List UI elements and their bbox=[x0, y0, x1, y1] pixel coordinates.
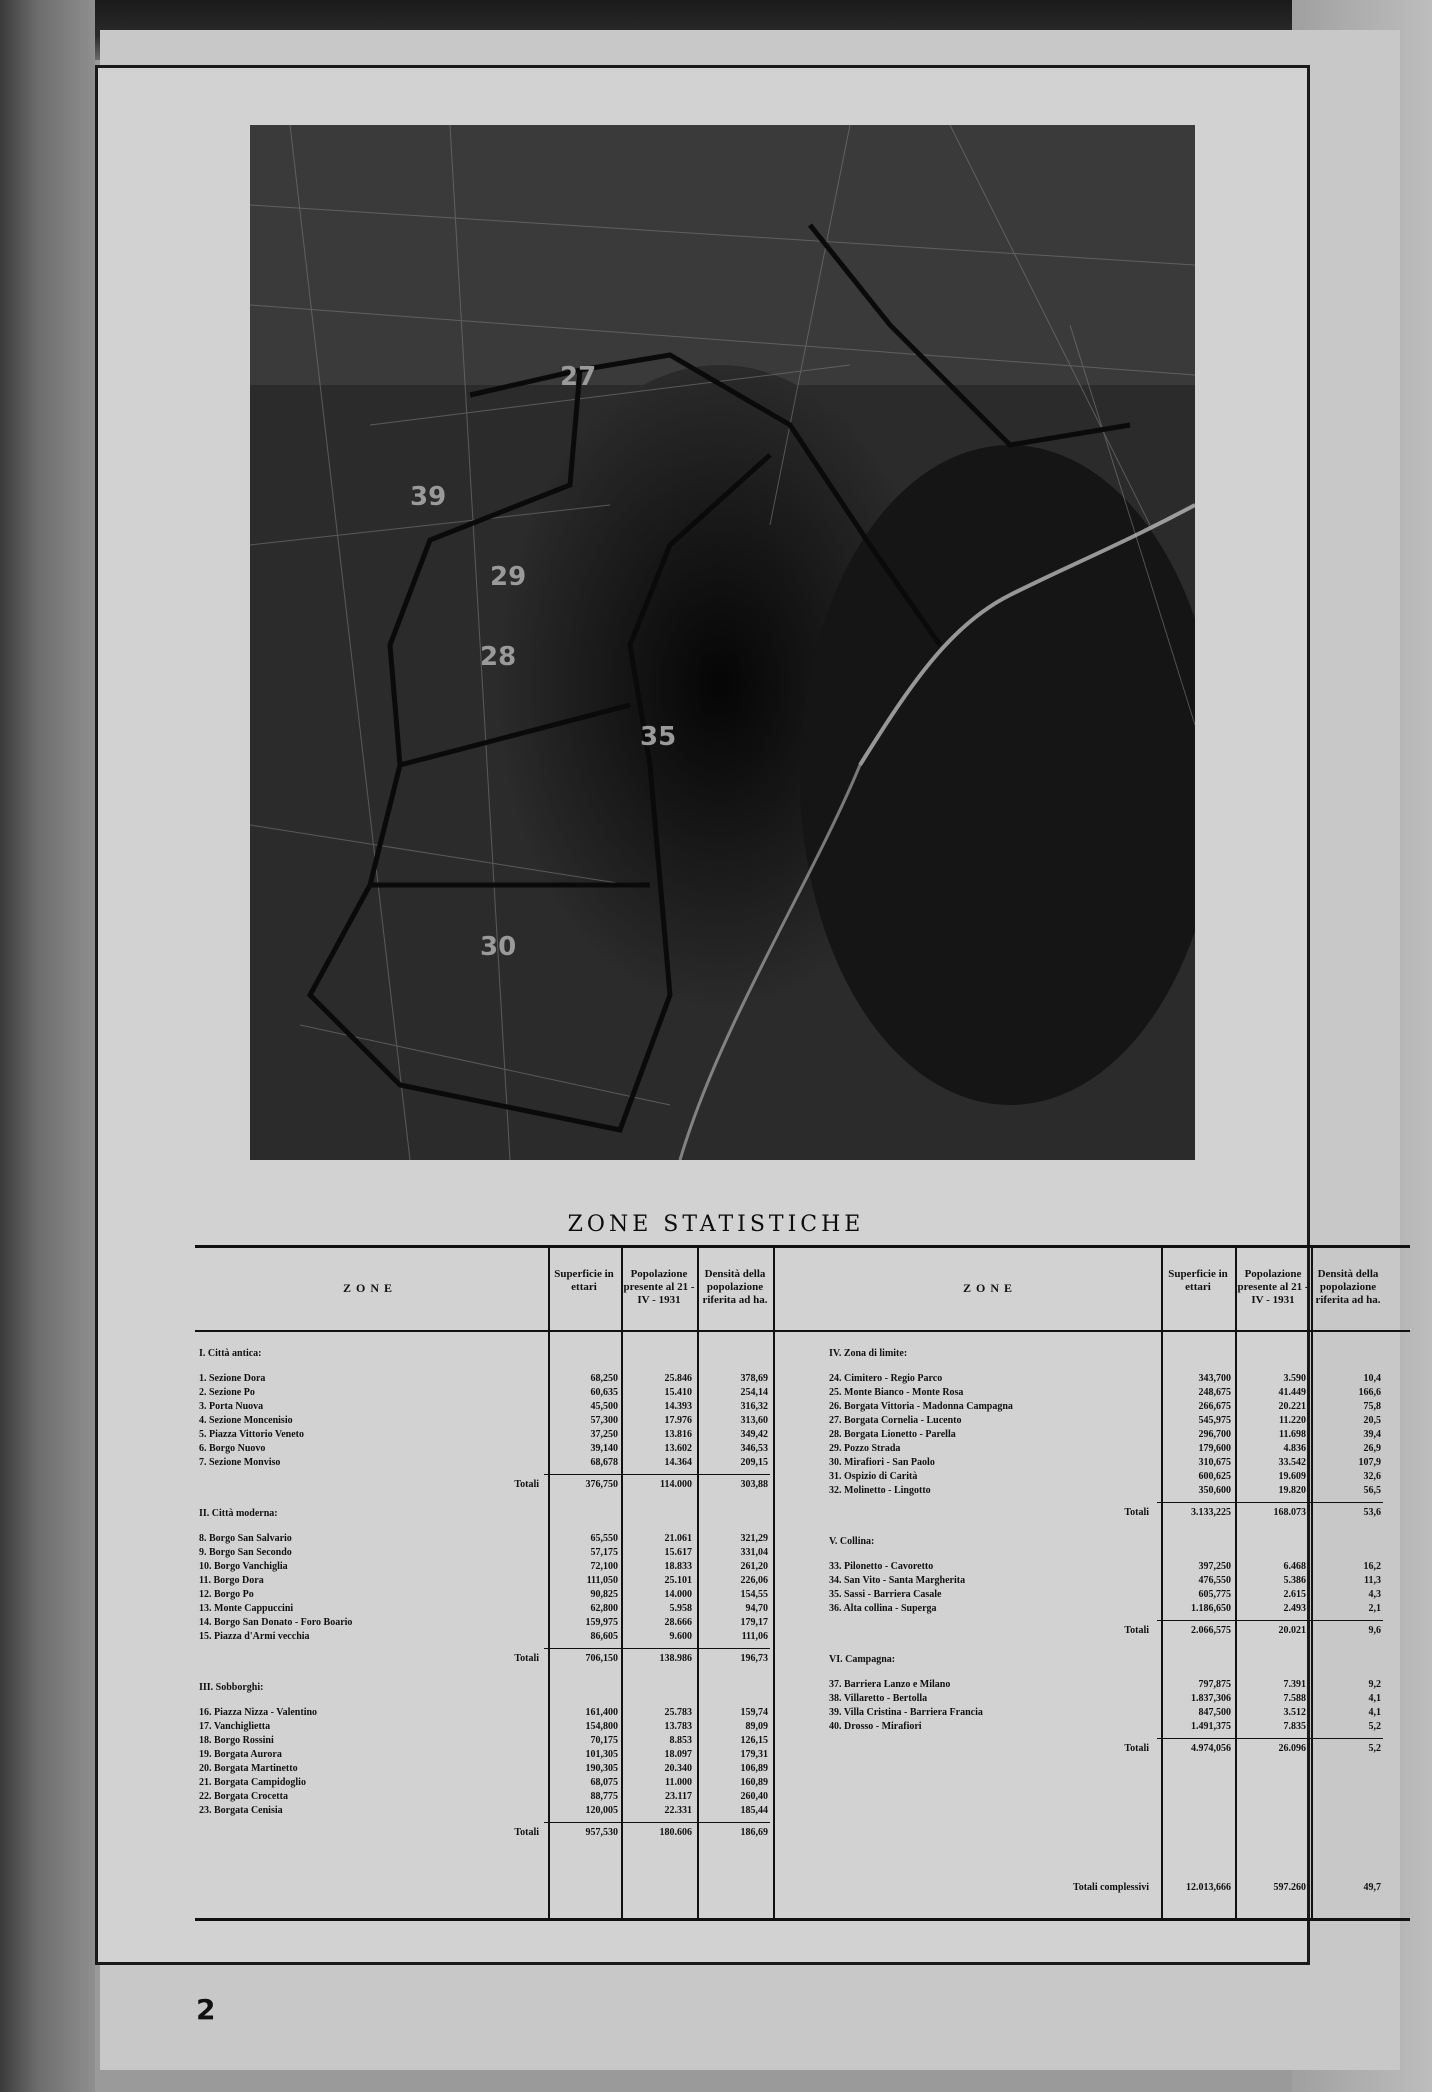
cell-pop: 13.816 bbox=[664, 1429, 692, 1440]
zone-name: 10. Borgo Vanchiglia bbox=[199, 1561, 288, 1572]
cell-sup: 847,500 bbox=[1198, 1707, 1231, 1718]
table-row bbox=[199, 1456, 819, 1470]
cell-den: 2,1 bbox=[1368, 1603, 1381, 1614]
cell-sup: 159,975 bbox=[585, 1617, 618, 1628]
zone-name: 40. Drosso - Mirafiori bbox=[829, 1721, 922, 1732]
zone-name: 16. Piazza Nizza - Valentino bbox=[199, 1707, 318, 1718]
map-zone-label: 39 bbox=[410, 482, 447, 512]
total-rule bbox=[544, 1648, 770, 1649]
cell-den: 9,2 bbox=[1368, 1679, 1381, 1690]
cell-den: 94,70 bbox=[745, 1603, 768, 1614]
cell-sup: 161,400 bbox=[585, 1707, 618, 1718]
total-label: Totali bbox=[514, 1479, 539, 1490]
cell-pop: 4.836 bbox=[1283, 1443, 1306, 1454]
zone-name: 36. Alta collina - Superga bbox=[829, 1603, 937, 1614]
zone-name: 33. Pilonetto - Cavoretto bbox=[829, 1561, 934, 1572]
zone-name: 21. Borgata Campidoglio bbox=[199, 1777, 306, 1788]
total-pop: 26.096 bbox=[1278, 1743, 1306, 1754]
topographic-map bbox=[250, 125, 1195, 1160]
total-den: 196,73 bbox=[740, 1653, 768, 1664]
cell-sup: 90,825 bbox=[590, 1589, 618, 1600]
cell-sup: 62,800 bbox=[590, 1603, 618, 1614]
cell-sup: 68,075 bbox=[590, 1777, 618, 1788]
cell-sup: 343,700 bbox=[1198, 1373, 1231, 1384]
zone-name: 12. Borgo Po bbox=[199, 1589, 254, 1600]
zone-column-header: ZONE bbox=[962, 1281, 1017, 1295]
cell-sup: 248,675 bbox=[1198, 1387, 1231, 1398]
zone-name: 28. Borgata Lionetto - Parella bbox=[829, 1429, 956, 1440]
table-row bbox=[199, 1372, 819, 1386]
page-title: ZONE STATISTICHE bbox=[567, 1212, 865, 1237]
cell-sup: 120,005 bbox=[585, 1805, 618, 1816]
cell-pop: 41.449 bbox=[1278, 1387, 1306, 1398]
total-label: Totali bbox=[1124, 1507, 1149, 1518]
cell-den: 160,89 bbox=[740, 1777, 768, 1788]
table-row bbox=[199, 1762, 819, 1776]
table-row bbox=[199, 1546, 819, 1560]
cell-den: 159,74 bbox=[740, 1707, 768, 1718]
cell-den: 4,3 bbox=[1368, 1589, 1381, 1600]
cell-den: 10,4 bbox=[1363, 1373, 1381, 1384]
total-label: Totali bbox=[1124, 1743, 1149, 1754]
cell-pop: 15.410 bbox=[664, 1387, 692, 1398]
cell-sup: 1.491,375 bbox=[1191, 1721, 1231, 1732]
zone-name: 24. Cimitero - Regio Parco bbox=[829, 1373, 943, 1384]
total-row bbox=[829, 1506, 1432, 1520]
total-row bbox=[829, 1742, 1432, 1756]
cell-pop: 2.615 bbox=[1283, 1589, 1306, 1600]
cell-pop: 33.542 bbox=[1278, 1457, 1306, 1468]
table-row bbox=[199, 1414, 819, 1428]
cell-sup: 68,678 bbox=[590, 1457, 618, 1468]
cell-sup: 86,605 bbox=[590, 1631, 618, 1642]
cell-pop: 14.393 bbox=[664, 1401, 692, 1412]
cell-pop: 15.617 bbox=[664, 1547, 692, 1558]
total-sup: 957,530 bbox=[585, 1827, 618, 1838]
cell-pop: 11.000 bbox=[665, 1777, 692, 1788]
map-zone-label: 29 bbox=[490, 562, 527, 592]
total-sup: 2.066,575 bbox=[1191, 1625, 1231, 1636]
cell-pop: 21.061 bbox=[664, 1533, 692, 1544]
total-sup: 706,150 bbox=[585, 1653, 618, 1664]
cell-den: 346,53 bbox=[740, 1443, 768, 1454]
total-sup: 3.133,225 bbox=[1191, 1507, 1231, 1518]
zone-name: 14. Borgo San Donato - Foro Boario bbox=[199, 1617, 353, 1628]
cell-pop: 3.590 bbox=[1283, 1373, 1306, 1384]
cell-pop: 11.698 bbox=[1279, 1429, 1306, 1440]
cell-sup: 111,050 bbox=[586, 1575, 618, 1586]
cell-pop: 28.666 bbox=[664, 1617, 692, 1628]
cell-pop: 11.220 bbox=[1279, 1415, 1306, 1426]
table-row bbox=[199, 1706, 819, 1720]
table-row bbox=[829, 1588, 1432, 1602]
table-row bbox=[199, 1630, 819, 1644]
table-row bbox=[829, 1720, 1432, 1734]
zone-name: 18. Borgo Rossini bbox=[199, 1735, 274, 1746]
table-row bbox=[199, 1588, 819, 1602]
cell-sup: 88,775 bbox=[590, 1791, 618, 1802]
grand-total-pop: 597.260 bbox=[1273, 1882, 1306, 1893]
cell-sup: 310,675 bbox=[1198, 1457, 1231, 1468]
cell-den: 154,55 bbox=[740, 1589, 768, 1600]
table-row bbox=[829, 1692, 1432, 1706]
zone-name: 23. Borgata Cenisia bbox=[199, 1805, 283, 1816]
population-column-header: Popolazione presente al 21 - IV - 1931 bbox=[623, 1268, 695, 1306]
table-row bbox=[829, 1678, 1432, 1692]
zone-name: 4. Sezione Moncenisio bbox=[199, 1415, 293, 1426]
cell-pop: 22.331 bbox=[664, 1805, 692, 1816]
total-sup: 4.974,056 bbox=[1191, 1743, 1231, 1754]
cell-den: 26,9 bbox=[1363, 1443, 1381, 1454]
zone-name: 8. Borgo San Salvario bbox=[199, 1533, 292, 1544]
cell-den: 107,9 bbox=[1358, 1457, 1381, 1468]
table-row bbox=[829, 1400, 1432, 1414]
table-row bbox=[199, 1804, 819, 1818]
cell-sup: 476,550 bbox=[1198, 1575, 1231, 1586]
cell-den: 106,89 bbox=[740, 1763, 768, 1774]
cell-den: 254,14 bbox=[740, 1387, 768, 1398]
table-row bbox=[199, 1720, 819, 1734]
total-rule bbox=[1157, 1738, 1383, 1739]
cell-sup: 190,305 bbox=[585, 1763, 618, 1774]
cell-den: 4,1 bbox=[1368, 1707, 1381, 1718]
cell-den: 209,15 bbox=[740, 1457, 768, 1468]
zone-name: 2. Sezione Po bbox=[199, 1387, 255, 1398]
total-den: 303,88 bbox=[740, 1479, 768, 1490]
cell-pop: 19.609 bbox=[1278, 1471, 1306, 1482]
total-sup: 376,750 bbox=[585, 1479, 618, 1490]
zone-name: 31. Ospizio di Carità bbox=[829, 1471, 918, 1482]
cell-sup: 397,250 bbox=[1198, 1561, 1231, 1572]
grand-total-row bbox=[829, 1881, 1409, 1895]
map-zone-label: 35 bbox=[640, 722, 677, 752]
cell-den: 179,31 bbox=[740, 1749, 768, 1760]
density-column-header: Densità della popolazione riferita ad ha. bbox=[1315, 1268, 1381, 1306]
population-column-header: Popolazione presente al 21 - IV - 1931 bbox=[1237, 1268, 1309, 1306]
zone-column-header: ZONE bbox=[342, 1281, 397, 1295]
total-label: Totali bbox=[514, 1653, 539, 1664]
zone-name: 1. Sezione Dora bbox=[199, 1373, 266, 1384]
zone-name: 15. Piazza d'Armi vecchia bbox=[199, 1631, 310, 1642]
cell-pop: 20.340 bbox=[664, 1763, 692, 1774]
cell-pop: 5.386 bbox=[1283, 1575, 1306, 1586]
cell-pop: 8.853 bbox=[669, 1735, 692, 1746]
total-den: 186,69 bbox=[740, 1827, 768, 1838]
zone-name: 11. Borgo Dora bbox=[199, 1575, 264, 1586]
cell-sup: 179,600 bbox=[1198, 1443, 1231, 1454]
cell-pop: 20.221 bbox=[1278, 1401, 1306, 1412]
zone-name: 35. Sassi - Barriera Casale bbox=[829, 1589, 942, 1600]
table-left-half bbox=[195, 1248, 825, 1918]
cell-sup: 60,635 bbox=[590, 1387, 618, 1398]
zone-name: 9. Borgo San Secondo bbox=[199, 1547, 292, 1558]
table-row bbox=[829, 1414, 1432, 1428]
total-rule bbox=[544, 1474, 770, 1475]
table-row bbox=[829, 1470, 1432, 1484]
cell-den: 5,2 bbox=[1368, 1721, 1381, 1732]
table-right-half bbox=[825, 1248, 1410, 1918]
cell-sup: 39,140 bbox=[590, 1443, 618, 1454]
grand-total-den: 49,7 bbox=[1363, 1882, 1381, 1893]
cell-sup: 68,250 bbox=[590, 1373, 618, 1384]
table-row bbox=[829, 1456, 1432, 1470]
scan-edge-left bbox=[0, 0, 95, 2092]
cell-pop: 25.783 bbox=[664, 1707, 692, 1718]
table-row bbox=[199, 1776, 819, 1790]
map-zone-label: 28 bbox=[480, 642, 517, 672]
cell-pop: 6.468 bbox=[1283, 1561, 1306, 1572]
cell-den: 32,6 bbox=[1363, 1471, 1381, 1482]
cell-den: 39,4 bbox=[1363, 1429, 1381, 1440]
cell-pop: 7.391 bbox=[1283, 1679, 1306, 1690]
table-row bbox=[199, 1560, 819, 1574]
zone-name: 30. Mirafiori - San Paolo bbox=[829, 1457, 935, 1468]
cell-sup: 605,775 bbox=[1198, 1589, 1231, 1600]
header-rule bbox=[825, 1330, 1410, 1332]
table-row bbox=[199, 1734, 819, 1748]
cell-den: 20,5 bbox=[1363, 1415, 1381, 1426]
table-row bbox=[829, 1560, 1432, 1574]
zone-name: 19. Borgata Aurora bbox=[199, 1749, 282, 1760]
cell-den: 16,2 bbox=[1363, 1561, 1381, 1572]
zone-name: 38. Villaretto - Bertolla bbox=[829, 1693, 928, 1704]
total-pop: 168.073 bbox=[1273, 1507, 1306, 1518]
cell-den: 331,04 bbox=[740, 1547, 768, 1558]
cell-pop: 7.835 bbox=[1283, 1721, 1306, 1732]
section-title: V. Collina: bbox=[829, 1536, 875, 1547]
zone-name: 6. Borgo Nuovo bbox=[199, 1443, 266, 1454]
total-den: 9,6 bbox=[1368, 1625, 1381, 1636]
total-label: Totali bbox=[1124, 1625, 1149, 1636]
table-row bbox=[829, 1372, 1432, 1386]
cell-pop: 5.958 bbox=[669, 1603, 692, 1614]
cell-den: 316,32 bbox=[740, 1401, 768, 1412]
cell-pop: 14.000 bbox=[664, 1589, 692, 1600]
table-row bbox=[199, 1386, 819, 1400]
cell-sup: 72,100 bbox=[590, 1561, 618, 1572]
table-row bbox=[829, 1484, 1432, 1498]
zone-name: 25. Monte Bianco - Monte Rosa bbox=[829, 1387, 964, 1398]
cell-pop: 17.976 bbox=[664, 1415, 692, 1426]
cell-den: 111,06 bbox=[741, 1631, 768, 1642]
table-row bbox=[199, 1616, 819, 1630]
cell-pop: 25.846 bbox=[664, 1373, 692, 1384]
cell-pop: 14.364 bbox=[664, 1457, 692, 1468]
cell-pop: 18.833 bbox=[664, 1561, 692, 1572]
grand-total-sup: 12.013,666 bbox=[1186, 1882, 1231, 1893]
cell-sup: 45,500 bbox=[590, 1401, 618, 1412]
cell-den: 179,17 bbox=[740, 1617, 768, 1628]
zone-name: 22. Borgata Crocetta bbox=[199, 1791, 288, 1802]
cell-den: 349,42 bbox=[740, 1429, 768, 1440]
cell-pop: 18.097 bbox=[664, 1749, 692, 1760]
zone-name: 3. Porta Nuova bbox=[199, 1401, 264, 1412]
zone-name: 39. Villa Cristina - Barriera Francia bbox=[829, 1707, 983, 1718]
cell-pop: 7.588 bbox=[1283, 1693, 1306, 1704]
cell-den: 261,20 bbox=[740, 1561, 768, 1572]
cell-den: 126,15 bbox=[740, 1735, 768, 1746]
cell-den: 56,5 bbox=[1363, 1485, 1381, 1496]
table-row bbox=[829, 1574, 1432, 1588]
cell-sup: 1.837,306 bbox=[1191, 1693, 1231, 1704]
cell-sup: 154,800 bbox=[585, 1721, 618, 1732]
cell-sup: 600,625 bbox=[1198, 1471, 1231, 1482]
total-pop: 180.606 bbox=[659, 1827, 692, 1838]
total-row bbox=[829, 1624, 1432, 1638]
zone-name: 13. Monte Cappuccini bbox=[199, 1603, 294, 1614]
total-row bbox=[199, 1652, 819, 1666]
section-title: I. Città antica: bbox=[199, 1348, 262, 1359]
area-column-header: Superficie in ettari bbox=[1168, 1268, 1228, 1293]
cell-den: 226,06 bbox=[740, 1575, 768, 1586]
total-row bbox=[199, 1826, 819, 1840]
zone-name: 32. Molinetto - Lingotto bbox=[829, 1485, 931, 1496]
zone-name: 5. Piazza Vittorio Veneto bbox=[199, 1429, 304, 1440]
cell-pop: 13.602 bbox=[664, 1443, 692, 1454]
cell-pop: 2.493 bbox=[1283, 1603, 1306, 1614]
page-number: 2 bbox=[196, 1993, 216, 2026]
total-row bbox=[199, 1478, 819, 1492]
map-zone-label: 27 bbox=[560, 362, 597, 392]
table-row bbox=[829, 1706, 1432, 1720]
cell-sup: 57,175 bbox=[590, 1547, 618, 1558]
cell-sup: 266,675 bbox=[1198, 1401, 1231, 1412]
zone-name: 26. Borgata Vittoria - Madonna Campagna bbox=[829, 1401, 1013, 1412]
zone-name: 37. Barriera Lanzo e Milano bbox=[829, 1679, 951, 1690]
table-row bbox=[199, 1574, 819, 1588]
table-row bbox=[199, 1602, 819, 1616]
cell-den: 260,40 bbox=[740, 1791, 768, 1802]
total-den: 5,2 bbox=[1368, 1743, 1381, 1754]
grand-total-label: Totali complessivi bbox=[1072, 1882, 1149, 1893]
cell-den: 185,44 bbox=[740, 1805, 768, 1816]
table-row bbox=[829, 1386, 1432, 1400]
cell-pop: 13.783 bbox=[664, 1721, 692, 1732]
total-pop: 138.986 bbox=[659, 1653, 692, 1664]
table-row bbox=[199, 1748, 819, 1762]
cell-den: 166,6 bbox=[1358, 1387, 1381, 1398]
zone-name: 29. Pozzo Strada bbox=[829, 1443, 901, 1454]
density-column-header: Densità della popolazione riferita ad ha. bbox=[702, 1268, 768, 1306]
total-rule bbox=[1157, 1502, 1383, 1503]
cell-sup: 37,250 bbox=[590, 1429, 618, 1440]
section-title: VI. Campagna: bbox=[829, 1654, 896, 1665]
cell-den: 313,60 bbox=[740, 1415, 768, 1426]
total-label: Totali bbox=[514, 1827, 539, 1838]
cell-pop: 3.512 bbox=[1283, 1707, 1306, 1718]
cell-sup: 296,700 bbox=[1198, 1429, 1231, 1440]
table-row bbox=[199, 1442, 819, 1456]
total-pop: 114.000 bbox=[660, 1479, 692, 1490]
section-title: IV. Zona di limite: bbox=[829, 1348, 908, 1359]
cell-pop: 9.600 bbox=[669, 1631, 692, 1642]
zone-name: 17. Vanchiglietta bbox=[199, 1721, 271, 1732]
area-column-header: Superficie in ettari bbox=[554, 1268, 614, 1293]
cell-pop: 23.117 bbox=[665, 1791, 692, 1802]
cell-sup: 101,305 bbox=[585, 1749, 618, 1760]
cell-sup: 545,975 bbox=[1198, 1415, 1231, 1426]
cell-sup: 70,175 bbox=[590, 1735, 618, 1746]
cell-den: 321,29 bbox=[740, 1533, 768, 1544]
statistics-table bbox=[195, 1245, 1410, 1921]
cell-den: 378,69 bbox=[740, 1373, 768, 1384]
cell-sup: 350,600 bbox=[1198, 1485, 1231, 1496]
zone-name: 20. Borgata Martinetto bbox=[199, 1763, 298, 1774]
zone-name: 34. San Vito - Santa Margherita bbox=[829, 1575, 966, 1586]
cell-pop: 19.820 bbox=[1278, 1485, 1306, 1496]
cell-den: 89,09 bbox=[745, 1721, 768, 1732]
zone-name: 7. Sezione Monviso bbox=[199, 1457, 281, 1468]
total-rule bbox=[544, 1822, 770, 1823]
section-title: II. Città moderna: bbox=[199, 1508, 278, 1519]
total-pop: 20.021 bbox=[1278, 1625, 1306, 1636]
table-row bbox=[829, 1428, 1432, 1442]
zone-name: 27. Borgata Cornelia - Lucento bbox=[829, 1415, 962, 1426]
map-zone-label: 30 bbox=[480, 932, 517, 962]
cell-sup: 57,300 bbox=[590, 1415, 618, 1426]
cell-den: 4,1 bbox=[1368, 1693, 1381, 1704]
cell-sup: 65,550 bbox=[590, 1533, 618, 1544]
table-row bbox=[199, 1400, 819, 1414]
table-row bbox=[199, 1428, 819, 1442]
table-row bbox=[829, 1442, 1432, 1456]
total-den: 53,6 bbox=[1363, 1507, 1381, 1518]
table-row bbox=[199, 1790, 819, 1804]
cell-sup: 1.186,650 bbox=[1191, 1603, 1231, 1614]
map-image bbox=[250, 125, 1195, 1160]
cell-den: 75,8 bbox=[1363, 1401, 1381, 1412]
section-title: III. Sobborghi: bbox=[199, 1682, 264, 1693]
cell-den: 11,3 bbox=[1364, 1575, 1381, 1586]
cell-sup: 797,875 bbox=[1198, 1679, 1231, 1690]
total-rule bbox=[1157, 1620, 1383, 1621]
cell-pop: 25.101 bbox=[664, 1575, 692, 1586]
table-row bbox=[199, 1532, 819, 1546]
header-rule bbox=[195, 1330, 825, 1332]
table-row bbox=[829, 1602, 1432, 1616]
